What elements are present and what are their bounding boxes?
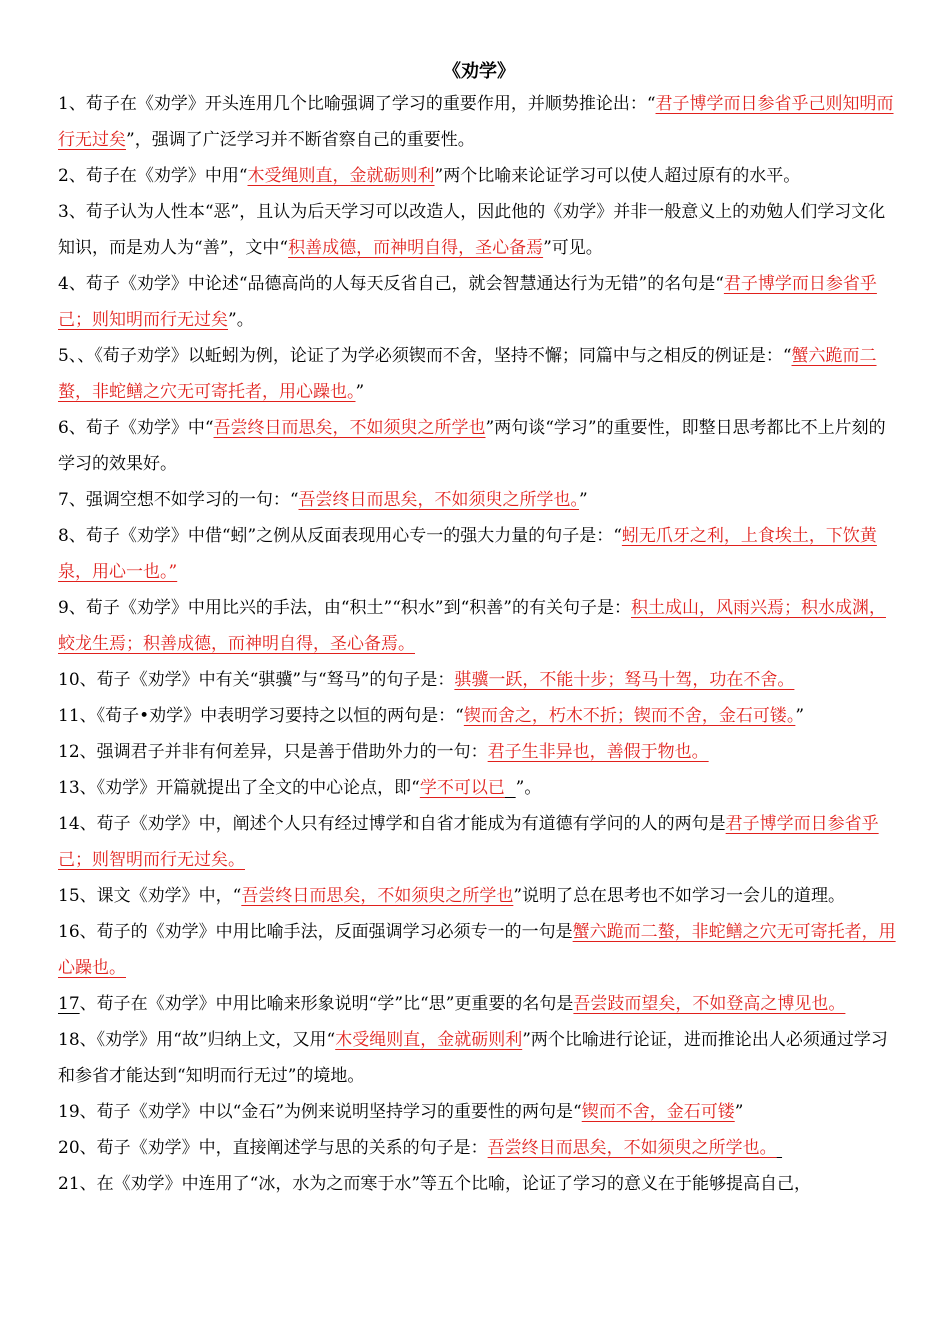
question-text: 21、在《劝学》中连用了“冰，水为之而寒于水”等五个比喻，论证了学习的意义在于能够提高自己， [58,1174,812,1194]
question-item [58,194,900,266]
question-item [58,986,900,1022]
question-item [58,734,900,770]
document-title: 《劝学》 [443,61,515,82]
answer-text: 蟹六跪而二螯，非蛇鳝之穴无可寄托者，用心躁也。 [58,346,877,402]
question-item [58,1022,900,1094]
answer-text: 吾尝终日而思矣，不如须臾之所学也 [241,886,514,906]
question-text: 13、《劝学》开篇就提出了全文的中心论点，即“ [58,778,420,798]
answer-text: 学不可以已 [419,778,505,798]
question-item [58,878,900,914]
question-item [58,338,900,410]
question-text: 8、荀子《劝学》中借“蚓”之例从反面表现用心专一的强大力量的句子是：“ [58,526,622,546]
question-number: 17 [58,994,80,1014]
question-text-tail: ” [795,706,805,726]
document-page [58,60,900,1202]
question-text: 、荀子在《劝学》中用比喻来形象说明“学”比“思”更重要的名句是 [79,994,574,1014]
question-item [58,158,900,194]
question-item [58,806,900,878]
question-text: 5、、《荀子劝学》以蚯蚓为例，论证了为学必须锲而不舍，坚持不懈；同篇中与之相反的例证是：“ [58,346,792,366]
question-item [58,482,900,518]
question-item [58,662,900,698]
question-text: 18、《劝学》用“故”归纳上文，又用“ [58,1030,336,1050]
question-text: 3、荀子认为人性本“恶”，且认为后天学习可以改造人，因此他的《劝学》并非一般意义上的劝勉人们学习文化知识，而是劝人为“善”，文中“ [58,202,886,258]
question-text-tail: ”两个比喻进行论证，进而推论出人必须通过学习和参省才能达到“知明而行无过”的境地。 [58,1030,888,1086]
answer-text: 君子生非异也，善假于物也。 [487,742,709,762]
question-text: 1、荀子在《劝学》开头连用几个比喻强调了学习的重要作用，并顺势推论出：“ [58,94,656,114]
question-item [58,518,900,590]
question-text: 11、《荀子•劝学》中表明学习要持之以恒的两句是：“ [58,706,464,726]
answer-text: 君子博学而日参省乎己；则智明而行无过矣。 [58,814,879,870]
answer-blank [777,1138,782,1158]
question-text-tail: ”说明了总在思考也不如学习一会儿的道理。 [513,886,846,906]
question-text: 19、荀子《劝学》中以“金石”为例来说明坚持学习的重要性的两句是“ [58,1102,582,1122]
question-text-tail: ”可见。 [543,238,603,258]
question-text: 20、荀子《劝学》中，直接阐述学与思的关系的句子是： [58,1138,488,1158]
question-text-tail: ”两句谈“学习”的重要性，即整日思考都比不上片刻的学习的效果好。 [58,418,886,474]
answer-text: 吾尝终日而思矣，不如须臾之所学也。 [298,490,580,510]
question-text: 9、荀子《劝学》中用比兴的手法，由“积土”“积水”到“积善”的有关句子是： [58,598,631,618]
answer-text: 吾尝跂而望矣，不如登高之博见也。 [573,994,846,1014]
answer-text: 木受绳则直，金就砺则利 [335,1030,523,1050]
question-text-tail: ”。 [515,778,542,798]
question-text-tail: ”，强调了广泛学习并不断省察自己的重要性。 [126,130,475,150]
question-list [58,86,900,1202]
answer-text: 吾尝终日而思矣，不如须臾之所学也。 [487,1138,777,1158]
answer-text: 锲而舍之，朽木不折；锲而不舍，金石可镂。 [463,706,796,726]
question-text: 12、强调君子并非有何差异，只是善于借助外力的一句： [58,742,488,762]
question-item [58,410,900,482]
answer-text: 积善成德，而神明自得，圣心备焉 [288,238,544,258]
question-text: 7、强调空想不如学习的一句：“ [58,490,299,510]
question-text-tail: ” [734,1102,744,1122]
question-text-tail: ” [355,382,365,402]
answer-text: 君子博学而日参省乎己；则知明而行无过矣 [58,274,877,330]
question-text: 10、荀子《劝学》中有关“骐骥”与“驽马”的句子是： [58,670,455,690]
answer-text: 锲而不舍，金石可镂 [581,1102,735,1122]
question-text: 4、荀子《劝学》中论述“品德高尚的人每天反省自己，就会智慧通达行为无错”的名句是“ [58,274,724,294]
question-text: 2、荀子在《劝学》中用“ [58,166,248,186]
question-text: 14、荀子《劝学》中，阐述个人只有经过博学和自省才能成为有道德有学问的人的两句是 [58,814,726,834]
answer-text: 君子博学而日参省乎己则知明而行无过矣 [58,94,894,150]
answer-text: 蚓无爪牙之利，上食埃土，下饮黄泉，用心一也。” [58,526,877,582]
question-text-tail: ”。 [228,310,254,330]
answer-blank [505,778,516,798]
question-text-tail: ” [579,490,588,510]
answer-text: 蟹六跪而二螯，非蛇鳝之穴无可寄托者，用心躁也。 [58,922,896,978]
answer-text: 积土成山，风雨兴焉；积水成渊，蛟龙生焉；积善成德，而神明自得，圣心备焉。 [58,598,886,654]
question-text: 6、荀子《劝学》中“ [58,418,214,438]
question-item [58,698,900,734]
question-item [58,770,900,806]
answer-text: 骐骥一跃，不能十步；驽马十驾，功在不舍。 [454,670,795,690]
question-item [58,86,900,158]
answer-text: 木受绳则直，金就砺则利 [247,166,435,186]
question-item [58,266,900,338]
question-text: 16、荀子的《劝学》中用比喻手法，反面强调学习必须专一的一句是 [58,922,573,942]
question-text: 15、课文《劝学》中，“ [58,886,242,906]
question-item [58,1166,900,1202]
question-item [58,914,900,986]
question-item [58,1094,900,1130]
question-item [58,590,900,662]
question-text-tail: ”两个比喻来论证学习可以使人超过原有的水平。 [434,166,801,186]
answer-text: 吾尝终日而思矣，不如须臾之所学也 [213,418,486,438]
question-item [58,1130,900,1166]
